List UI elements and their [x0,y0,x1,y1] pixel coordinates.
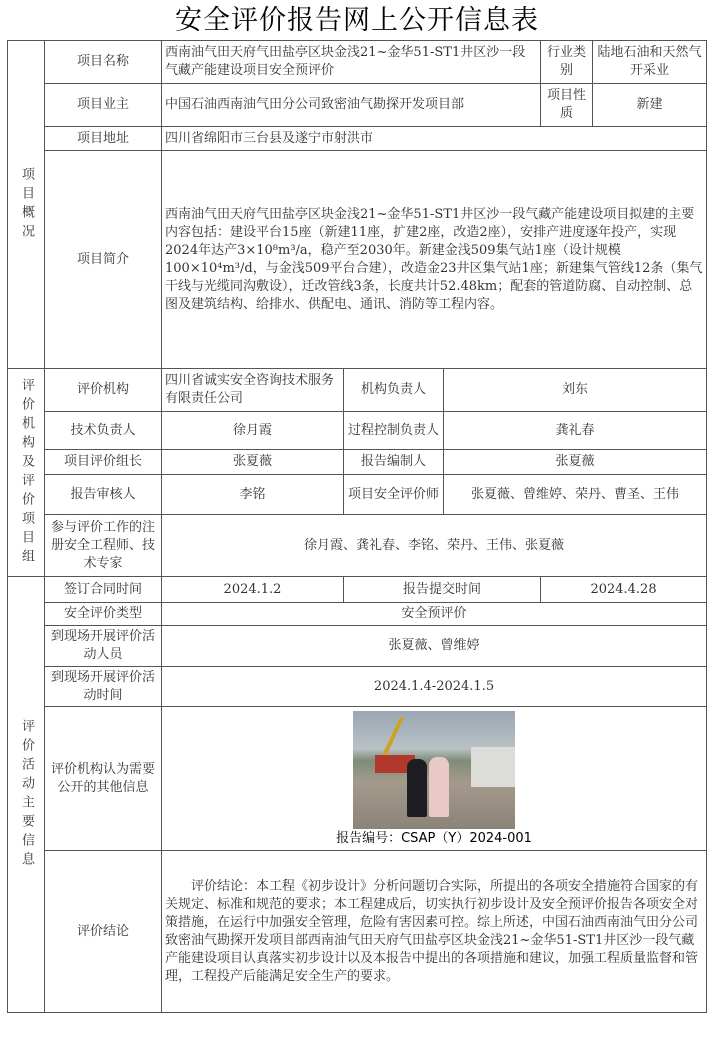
section-activity: 评价活动主要信息 [8,577,45,1013]
agency: 四川省诚实安全咨询技术服务有限责任公司 [162,369,344,412]
team-leader-label: 项目评价组长 [45,450,162,475]
project-intro: 西南油气田天府气田盐亭区块金浅21~金华51-ST1井区沙一段气藏产能建设项目拟建的主要内容包括：建设平台15座（新建11座，扩建2座，改造2座），安排产进度逐年投产，实现2024年达产3×10⁸m³/a，稳产至2030年。新建金浅509集气站1座（设计规模100×10⁴m³/d，与金浅509平台合建），改造金23井区集气站1座；新建集气管线12条（集气干线与光缆同沟敷设），迁改管线3条，长度共计52.48km；配套的管道防腐、自动控制、总图及建筑结构、给排水、供配电、通讯、消防等工程内容。 [162,151,707,369]
page-title: 安全评价报告网上公开信息表 [175,5,539,36]
nature: 新建 [593,84,707,127]
industry-label: 行业类别 [541,41,593,84]
assessors: 张夏薇、曾维婷、荣丹、曹圣、王伟 [444,475,707,515]
submit-time-label: 报告提交时间 [344,577,541,603]
contract-time: 2024.1.2 [162,577,344,603]
section-overview: 项目概况 [8,41,45,369]
conclusion-label: 评价结论 [45,851,162,1013]
report-number: 报告编号：CSAP（Y）2024-001 [336,831,532,846]
eval-type: 安全预评价 [162,603,707,626]
tech-head-label: 技术负责人 [45,412,162,450]
tech-head: 徐月霞 [162,412,344,450]
photo-person [429,757,449,817]
owner: 中国石油西南油气田分公司致密油气勘探开发项目部 [162,84,541,127]
intro-label: 项目简介 [45,151,162,369]
conclusion-text: 评价结论：本工程《初步设计》分析问题切合实际，所提出的各项安全措施符合国家的有关规定、标准和规范的要求；本工程建成后，切实执行初步设计及安全预评价报告各项安全对策措施，在运行中加强安全管理，危险有害因素可控。综上所述，中国石油西南油气田分公司致密油气勘探开发项目部西南油气田天府气田盐亭区块金浅21~金华51-ST1井区沙一段气藏产能建设项目认真落实初步设计以及本报告中提出的各项措施和建议，加强工程质量监督和管理，工程投产后能满足安全生产的要求。 [165,878,699,984]
agency-label: 评价机构 [45,369,162,412]
photo-person [407,759,427,817]
section-org: 评价机构及评价项目组 [8,369,45,577]
info-table [7,40,707,1013]
owner-label: 项目业主 [45,84,162,127]
address-label: 项目地址 [45,127,162,151]
site-time: 2024.1.4-2024.1.5 [162,667,707,707]
process-head-label: 过程控制负责人 [344,412,444,450]
type-label: 安全评价类型 [45,603,162,626]
reviewer-label: 报告审核人 [45,475,162,515]
photo-building [471,747,515,787]
project-name: 西南油气田天府气田盐亭区块金浅21~金华51-ST1井区沙一段气藏产能建设项目安全预评价 [162,41,541,84]
participants: 徐月霞、龚礼春、李铭、荣丹、王伟、张夏薇 [162,515,707,577]
agency-head: 刘东 [444,369,707,412]
report-author-label: 报告编制人 [344,450,444,475]
other-info [162,707,707,851]
contract-time-label: 签订合同时间 [45,577,162,603]
process-head: 龚礼春 [444,412,707,450]
project-name-label: 项目名称 [45,41,162,84]
site-time-label: 到现场开展评价活动时间 [45,667,162,707]
team-leader: 张夏薇 [162,450,344,475]
site-photo [353,711,515,829]
address: 四川省绵阳市三台县及遂宁市射洪市 [162,127,707,151]
nature-label: 项目性质 [541,84,593,127]
submit-time: 2024.4.28 [541,577,707,603]
conclusion [162,851,707,1013]
report-author: 张夏薇 [444,450,707,475]
agency-head-label: 机构负责人 [344,369,444,412]
industry: 陆地石油和天然气开采业 [593,41,707,84]
assessors-label: 项目安全评价师 [344,475,444,515]
other-info-label: 评价机构认为需要公开的其他信息 [45,707,162,851]
reviewer: 李铭 [162,475,344,515]
participants-label: 参与评价工作的注册安全工程师、技术专家 [45,515,162,577]
site-people: 张夏薇、曾维婷 [162,626,707,667]
site-people-label: 到现场开展评价活动人员 [45,626,162,667]
